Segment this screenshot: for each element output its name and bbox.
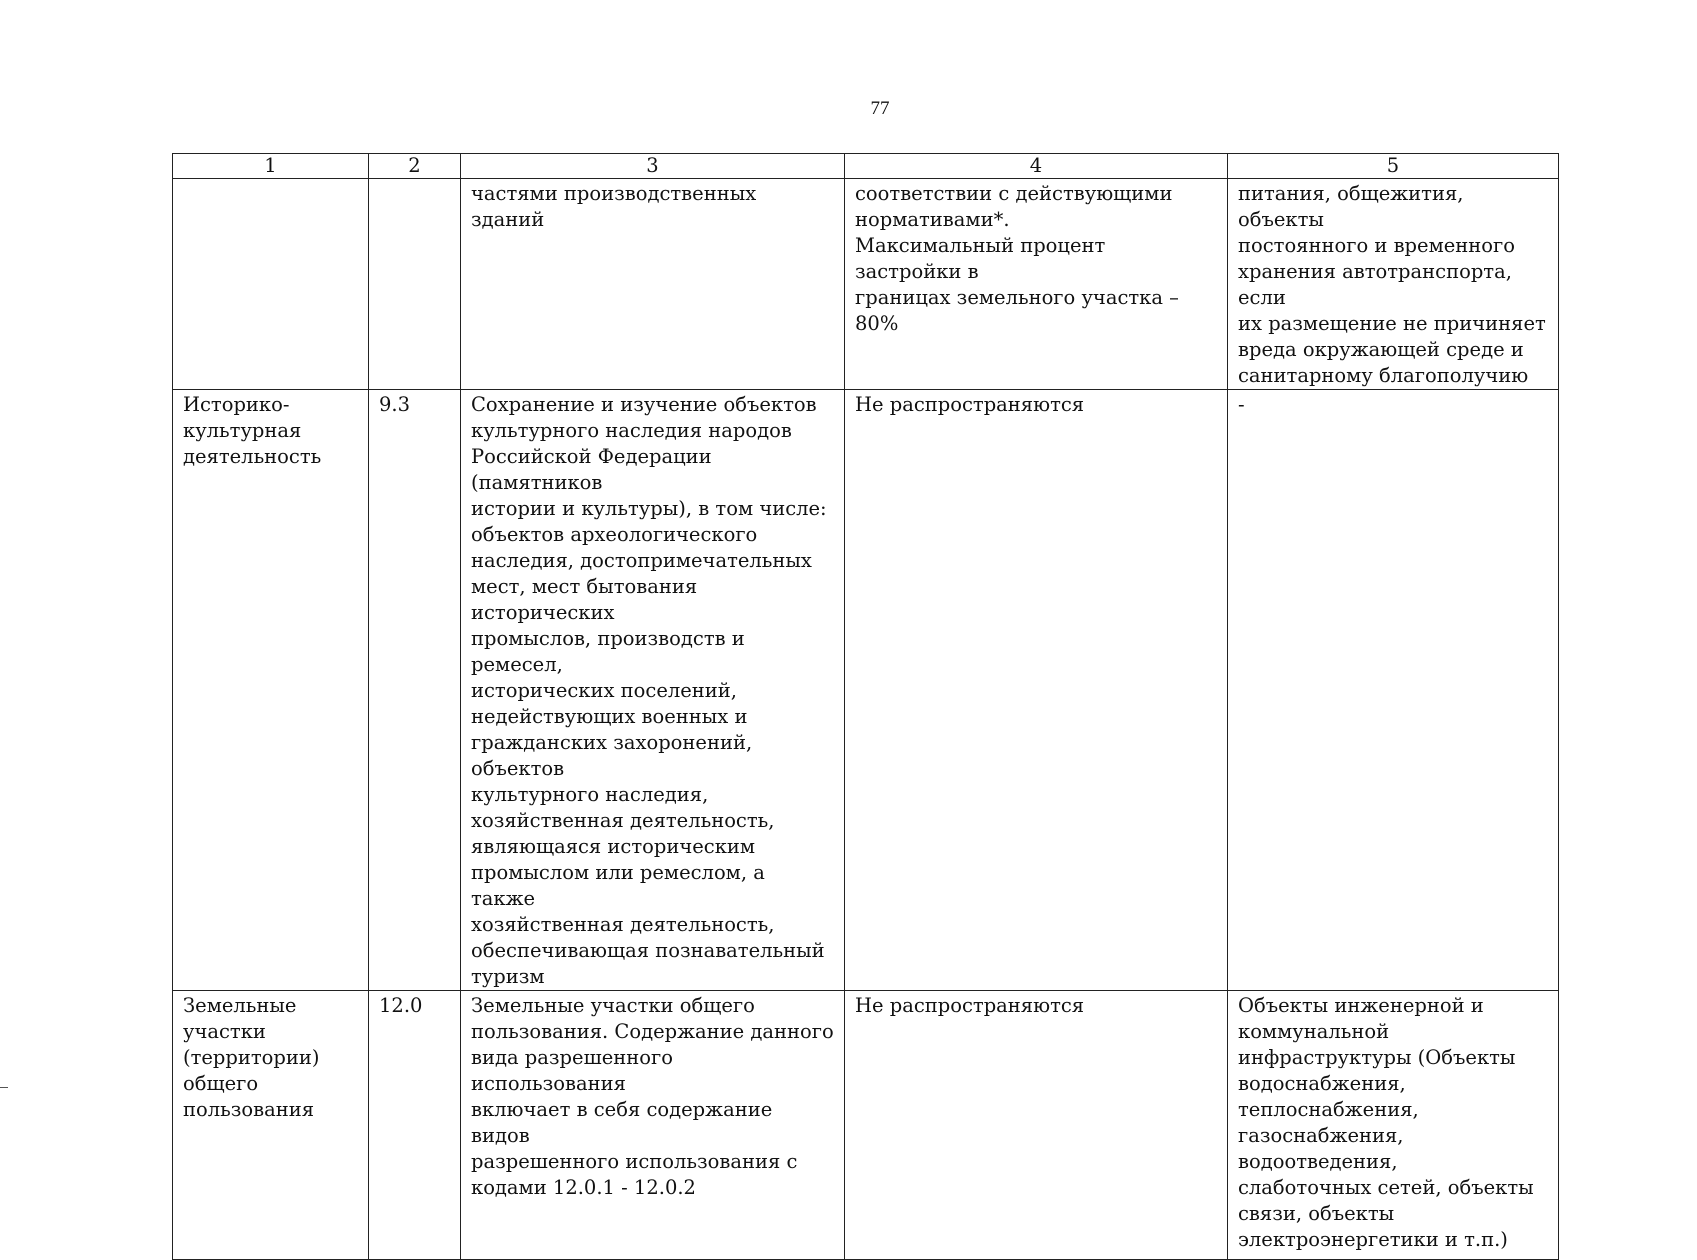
use-name-cell	[173, 991, 369, 1260]
use-params-cell	[845, 179, 1228, 390]
use-params: Не распространяются	[855, 994, 1085, 1017]
use-params-cell	[845, 390, 1228, 991]
use-description-cell	[461, 179, 845, 390]
use-code: 12.0	[379, 994, 423, 1017]
column-header-2: 2	[369, 154, 461, 179]
table-row	[173, 390, 1559, 991]
use-params-cell	[845, 991, 1228, 1260]
page-number: 77	[870, 98, 890, 119]
use-description-cell	[461, 390, 845, 991]
use-description: Сохранение и изучение объектов культурного наследия народов Российской Федерации (памятников истории и культуры), в том числе: объектов археологического наследия, достопримечательных мест, мест бытования исторических промыслов, производств и ремесел, исторических поселений, недействующих военных и гражданских захоронений, объектов культурного наследия, хозяйственная деятельность, являющаяся историческим промыслом или ремеслом, а также хозяйственная деятельность, обеспечивающая познавательный туризм	[471, 393, 827, 988]
use-description-cell	[461, 991, 845, 1260]
use-params: Не распространяются	[855, 393, 1085, 416]
column-header-4: 4	[845, 154, 1228, 179]
use-aux-cell	[1228, 991, 1559, 1260]
land-use-table	[172, 153, 1559, 1260]
column-header-3: 3	[461, 154, 845, 179]
use-code-cell	[369, 179, 461, 390]
use-name-cell	[173, 179, 369, 390]
column-header-5: 5	[1228, 154, 1559, 179]
use-name: Историко- культурная деятельность	[183, 393, 322, 468]
use-aux: -	[1238, 393, 1245, 416]
table-row	[173, 991, 1559, 1260]
table-header-row	[173, 154, 1559, 179]
scan-edge-mark	[0, 1087, 8, 1088]
use-description: Земельные участки общего пользования. Содержание данного вида разрешенного использования включает в себя содержание видов разрешенного использования с кодами 12.0.1 - 12.0.2	[471, 994, 834, 1199]
use-code: 9.3	[379, 393, 411, 416]
use-aux-cell	[1228, 390, 1559, 991]
use-aux-cell	[1228, 179, 1559, 390]
use-name: Земельные участки (территории) общего пользования	[183, 994, 320, 1121]
table-row	[173, 179, 1559, 390]
use-code-cell	[369, 991, 461, 1260]
use-description: частями производственных зданий	[471, 182, 757, 231]
use-aux: питания, общежития, объекты постоянного и временного хранения автотранспорта, если их размещение не причиняет вреда окружающей среде и санитарному благополучию	[1238, 182, 1546, 387]
use-aux: Объекты инженерной и коммунальной инфраструктуры (Объекты водоснабжения, теплоснабжения, газоснабжения, водоотведения, слаботочных сетей, объекты связи, объекты электроэнергетики и т.п.)	[1238, 994, 1534, 1251]
use-params: соответствии с действующими нормативами*. Максимальный процент застройки в границах земельного участка – 80%	[855, 182, 1179, 335]
use-name-cell	[173, 390, 369, 991]
column-header-1: 1	[173, 154, 369, 179]
use-code-cell	[369, 390, 461, 991]
